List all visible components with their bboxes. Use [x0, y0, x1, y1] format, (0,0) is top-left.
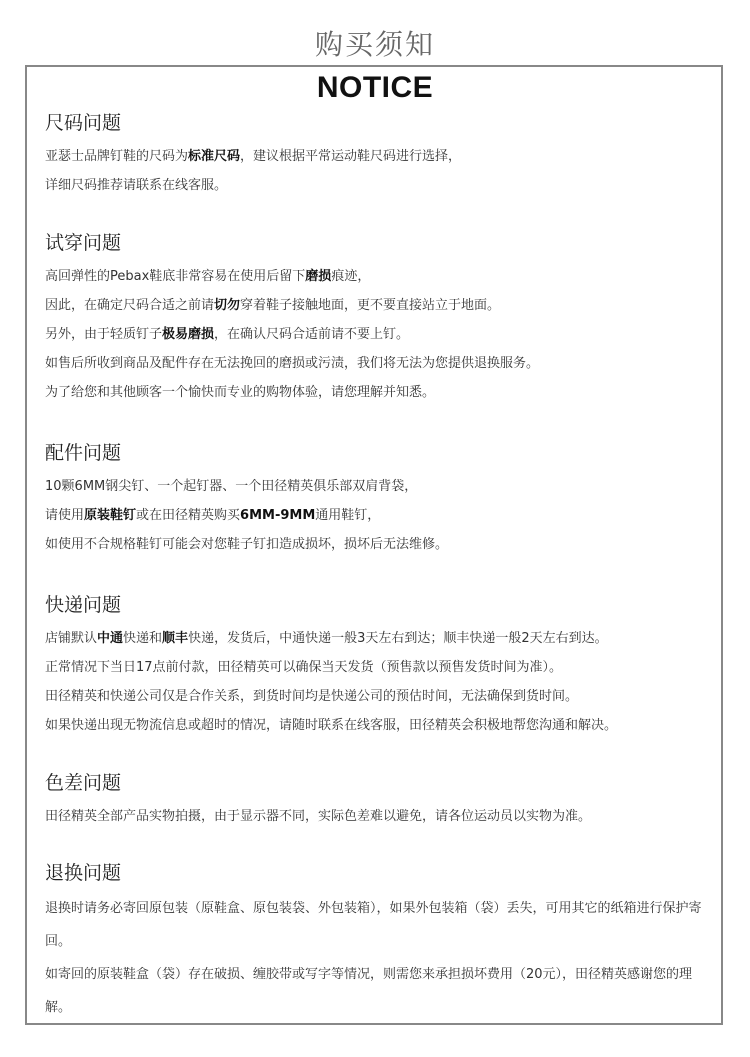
section-heading: 退换问题: [45, 862, 122, 884]
section-heading: 配件问题: [45, 442, 122, 464]
text-line: 详细尺码推荐请联系在线客服。: [45, 178, 228, 193]
text-line: 亚瑟士品牌钉鞋的尺码为标准尺码，建议根据平常运动鞋尺码进行选择，: [45, 149, 462, 164]
text-line: 如果快递出现无物流信息或超时的情况，请随时联系在线客服，田径精英会积极地帮您沟通和解决。: [45, 718, 618, 733]
section-returns: [45, 860, 715, 1024]
text-line: 如使用不合规格鞋钉可能会对您鞋子钉扣造成损坏，损坏后无法维修。: [45, 537, 449, 552]
section-heading: 试穿问题: [45, 232, 122, 254]
text-line: 退换时请务必寄回原包装（原鞋盒、原包装袋、外包装箱），如果外包装箱（袋）丢失，可用其它的纸箱进行保护寄回。: [45, 901, 702, 949]
section-delivery: [45, 592, 715, 740]
page-title: 购买须知: [314, 28, 435, 61]
text-line: 另外，由于轻质钉子极易磨损，在确认尺码合适前请不要上钉。: [45, 327, 410, 342]
section-heading: 尺码问题: [45, 112, 122, 134]
section-heading: 快递问题: [45, 594, 122, 616]
section-accessories: [45, 440, 715, 559]
text-line: 店铺默认中通快递和顺丰快递，发货后，中通快递一般3天左右到达；顺丰快递一般2天左右到达。: [45, 631, 608, 646]
text-line: 如售后所收到商品及配件存在无法挽回的磨损或污渍，我们将无法为您提供退换服务。: [45, 356, 540, 371]
text-line: 10颗6MM钢尖钉、一个起钉器、一个田径精英俱乐部双肩背袋，: [45, 479, 418, 494]
section-color: [45, 770, 715, 831]
notice-heading: NOTICE: [316, 71, 434, 104]
text-line: 高回弹性的Pebax鞋底非常容易在使用后留下磨损痕迹，: [45, 269, 371, 284]
text-line: 田径精英全部产品实物拍摄，由于显示器不同，实际色差难以避免，请各位运动员以实物为准。: [45, 809, 592, 824]
section-try-on: [45, 230, 715, 407]
section-size: [45, 110, 715, 200]
text-line: 田径精英和快递公司仅是合作关系，到货时间均是快递公司的预估时间，无法确保到货时间。: [45, 689, 579, 704]
text-line: 为了给您和其他顾客一个愉快而专业的购物体验，请您理解并知悉。: [45, 385, 436, 400]
text-line: 正常情况下当日17点前付款，田径精英可以确保当天发货（预售款以预售发货时间为准）。: [45, 660, 563, 675]
text-line: 如寄回的原装鞋盒（袋）存在破损、缠胶带或写字等情况，则需您来承担损坏费用（20元），田径精英感谢您的理解。: [45, 967, 693, 1015]
section-heading: 色差问题: [45, 772, 122, 794]
text-line: 请使用原装鞋钉或在田径精英购买6MM-9MM通用鞋钉，: [45, 508, 381, 523]
text-line: 因此，在确定尺码合适之前请切勿穿着鞋子接触地面，更不要直接站立于地面。: [45, 298, 501, 313]
